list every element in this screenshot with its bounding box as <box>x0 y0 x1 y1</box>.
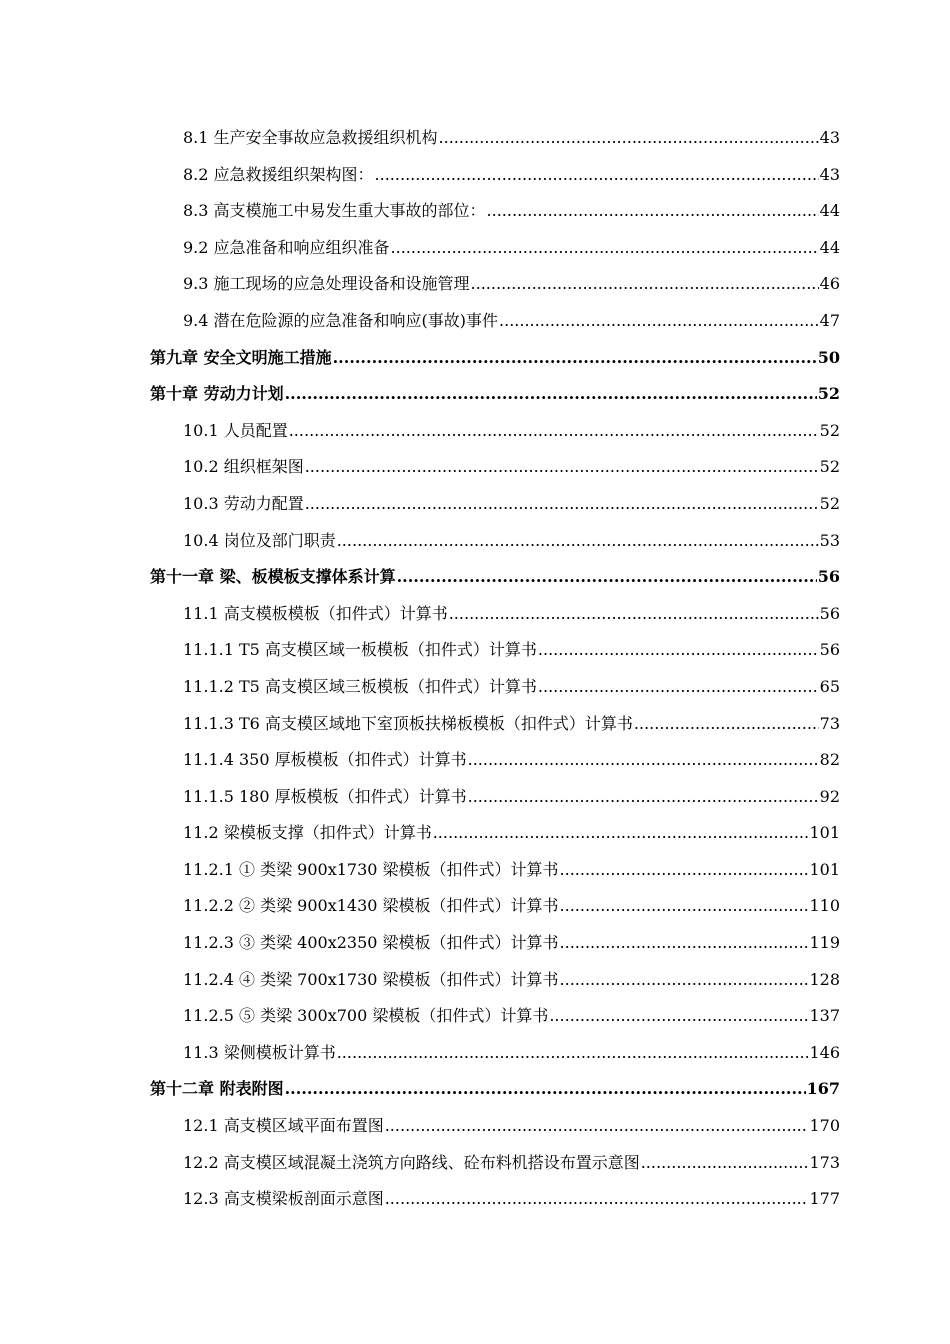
toc-entry-title: 10.4 岗位及部门职责 <box>183 530 336 550</box>
toc-entry-title: 11.1.4 350 厚板模板（扣件式）计算书 <box>183 750 467 770</box>
toc-entry-title: 第十一章 梁、板模板支撑体系计算 <box>150 567 396 587</box>
toc-dot-leader <box>468 779 819 816</box>
toc-entry-title: 12.1 高支模区域平面布置图 <box>183 1116 384 1136</box>
toc-section-entry[interactable] <box>150 962 840 999</box>
toc-entry-title: 11.2 梁模板支撑（扣件式）计算书 <box>183 823 432 843</box>
toc-section-entry[interactable] <box>150 669 840 706</box>
toc-page-number: 82 <box>819 750 840 770</box>
toc-page-number: 52 <box>819 420 840 440</box>
toc-entry-title: 11.2.1 ① 类梁 900x1730 梁模板（扣件式）计算书 <box>183 859 559 879</box>
toc-dot-leader <box>439 120 819 157</box>
toc-entry-title: 11.2.3 ③ 类梁 400x2350 梁模板（扣件式）计算书 <box>183 933 559 953</box>
toc-dot-leader <box>468 742 819 779</box>
table-of-contents <box>150 120 840 1218</box>
toc-entry-title: 12.3 高支模梁板剖面示意图 <box>183 1189 384 1209</box>
toc-page-number: 52 <box>819 493 840 513</box>
toc-section-entry[interactable] <box>150 413 840 450</box>
toc-section-entry[interactable] <box>150 632 840 669</box>
toc-dot-leader <box>449 596 819 633</box>
toc-page-number: 65 <box>819 676 840 696</box>
toc-dot-leader <box>641 1145 809 1182</box>
toc-dot-leader <box>549 998 808 1035</box>
toc-page-number: 44 <box>819 201 840 221</box>
toc-page-number: 167 <box>806 1079 840 1099</box>
toc-page-number: 46 <box>819 274 840 294</box>
toc-dot-leader <box>397 559 817 596</box>
toc-page-number: 56 <box>817 567 840 587</box>
toc-entry-title: 第九章 安全文明施工措施 <box>150 347 332 367</box>
toc-chapter-entry[interactable] <box>150 340 840 377</box>
toc-section-entry[interactable] <box>150 779 840 816</box>
toc-page-number: 43 <box>819 128 840 147</box>
toc-chapter-entry[interactable] <box>150 376 840 413</box>
toc-dot-leader <box>289 413 819 450</box>
toc-entry-title: 11.1 高支模板模板（扣件式）计算书 <box>183 603 448 623</box>
toc-chapter-entry[interactable] <box>150 559 840 596</box>
toc-dot-leader <box>560 962 809 999</box>
toc-dot-leader <box>375 157 819 194</box>
toc-dot-leader <box>337 523 819 560</box>
toc-section-entry[interactable] <box>150 157 840 194</box>
toc-section-entry[interactable] <box>150 1108 840 1145</box>
toc-section-entry[interactable] <box>150 815 840 852</box>
toc-section-entry[interactable] <box>150 742 840 779</box>
toc-entry-title: 8.2 应急救援组织架构图： <box>183 164 374 184</box>
toc-section-entry[interactable] <box>150 486 840 523</box>
toc-section-entry[interactable] <box>150 120 840 157</box>
toc-chapter-entry[interactable] <box>150 1071 840 1108</box>
toc-section-entry[interactable] <box>150 1181 840 1218</box>
toc-section-entry[interactable] <box>150 266 840 303</box>
toc-dot-leader <box>487 193 819 230</box>
toc-section-entry[interactable] <box>150 998 840 1035</box>
toc-section-entry[interactable] <box>150 888 840 925</box>
toc-entry-title: 11.1.1 T5 高支模区域一板模板（扣件式）计算书 <box>183 640 537 660</box>
toc-page-number: 43 <box>819 164 840 184</box>
toc-dot-leader <box>305 449 819 486</box>
toc-page-number: 146 <box>809 1042 840 1062</box>
toc-page-number: 47 <box>819 310 840 330</box>
toc-entry-title: 10.3 劳动力配置 <box>183 493 304 513</box>
toc-page-number: 56 <box>819 603 840 623</box>
toc-dot-leader <box>560 852 809 889</box>
toc-dot-leader <box>333 340 817 377</box>
toc-entry-title: 11.2.5 ⑤ 类梁 300x700 梁模板（扣件式）计算书 <box>183 1006 549 1026</box>
toc-entry-title: 第十章 劳动力计划 <box>150 384 284 404</box>
toc-section-entry[interactable] <box>150 596 840 633</box>
toc-page-number: 173 <box>809 1152 840 1172</box>
toc-page-number: 137 <box>809 1006 840 1026</box>
toc-section-entry[interactable] <box>150 523 840 560</box>
toc-page-number: 101 <box>809 859 840 879</box>
toc-page-number: 92 <box>819 786 840 806</box>
toc-entry-title: 11.1.3 T6 高支模区域地下室顶板扶梯板模板（扣件式）计算书 <box>183 713 633 733</box>
toc-entry-title: 12.2 高支模区域混凝土浇筑方向路线、砼布料机搭设布置示意图 <box>183 1152 640 1172</box>
toc-section-entry[interactable] <box>150 852 840 889</box>
toc-entry-title: 9.4 潜在危险源的应急准备和响应(事故)事件 <box>183 310 499 330</box>
toc-entry-title: 8.3 高支模施工中易发生重大事故的部位： <box>183 201 486 221</box>
toc-entry-title: 10.2 组织框架图 <box>183 457 304 477</box>
toc-page-number: 170 <box>809 1116 840 1136</box>
toc-section-entry[interactable] <box>150 193 840 230</box>
toc-page-number: 119 <box>809 933 840 953</box>
toc-page-number: 52 <box>819 457 840 477</box>
toc-dot-leader <box>560 925 809 962</box>
toc-dot-leader <box>305 486 819 523</box>
toc-dot-leader <box>385 1181 809 1218</box>
toc-section-entry[interactable] <box>150 925 840 962</box>
toc-entry-title: 8.1 生产安全事故应急救援组织机构 <box>183 128 438 147</box>
toc-page-number: 44 <box>819 237 840 257</box>
toc-entry-title: 11.3 梁侧模板计算书 <box>183 1042 336 1062</box>
toc-dot-leader <box>538 632 819 669</box>
toc-dot-leader <box>538 669 819 706</box>
toc-entry-title: 11.2.2 ② 类梁 900x1430 梁模板（扣件式）计算书 <box>183 896 559 916</box>
toc-section-entry[interactable] <box>150 1145 840 1182</box>
toc-section-entry[interactable] <box>150 1035 840 1072</box>
toc-dot-leader <box>285 1071 806 1108</box>
toc-dot-leader <box>391 230 819 267</box>
toc-section-entry[interactable] <box>150 230 840 267</box>
toc-page-number: 52 <box>817 384 840 404</box>
toc-page-number: 56 <box>819 640 840 660</box>
toc-page-number: 73 <box>819 713 840 733</box>
toc-entry-title: 10.1 人员配置 <box>183 420 288 440</box>
toc-page-number: 101 <box>809 823 840 843</box>
toc-dot-leader <box>337 1035 809 1072</box>
toc-dot-leader <box>285 376 817 413</box>
toc-dot-leader <box>499 303 819 340</box>
toc-dot-leader <box>471 266 819 303</box>
toc-entry-title: 第十二章 附表附图 <box>150 1079 284 1099</box>
toc-entry-title: 11.1.2 T5 高支模区域三板模板（扣件式）计算书 <box>183 676 537 696</box>
toc-entry-title: 11.2.4 ④ 类梁 700x1730 梁模板（扣件式）计算书 <box>183 969 559 989</box>
toc-page-number: 53 <box>819 530 840 550</box>
toc-section-entry[interactable] <box>150 706 840 743</box>
toc-page-number: 128 <box>809 969 840 989</box>
toc-dot-leader <box>634 706 819 743</box>
toc-page-number: 110 <box>809 896 840 916</box>
toc-section-entry[interactable] <box>150 449 840 486</box>
toc-page-number: 177 <box>809 1189 840 1209</box>
toc-dot-leader <box>385 1108 809 1145</box>
toc-entry-title: 9.2 应急准备和响应组织准备 <box>183 237 390 257</box>
toc-entry-title: 11.1.5 180 厚板模板（扣件式）计算书 <box>183 786 467 806</box>
toc-section-entry[interactable] <box>150 303 840 340</box>
toc-dot-leader <box>560 888 809 925</box>
toc-page-number: 50 <box>817 347 840 367</box>
toc-dot-leader <box>433 815 809 852</box>
toc-entry-title: 9.3 施工现场的应急处理设备和设施管理 <box>183 274 470 294</box>
